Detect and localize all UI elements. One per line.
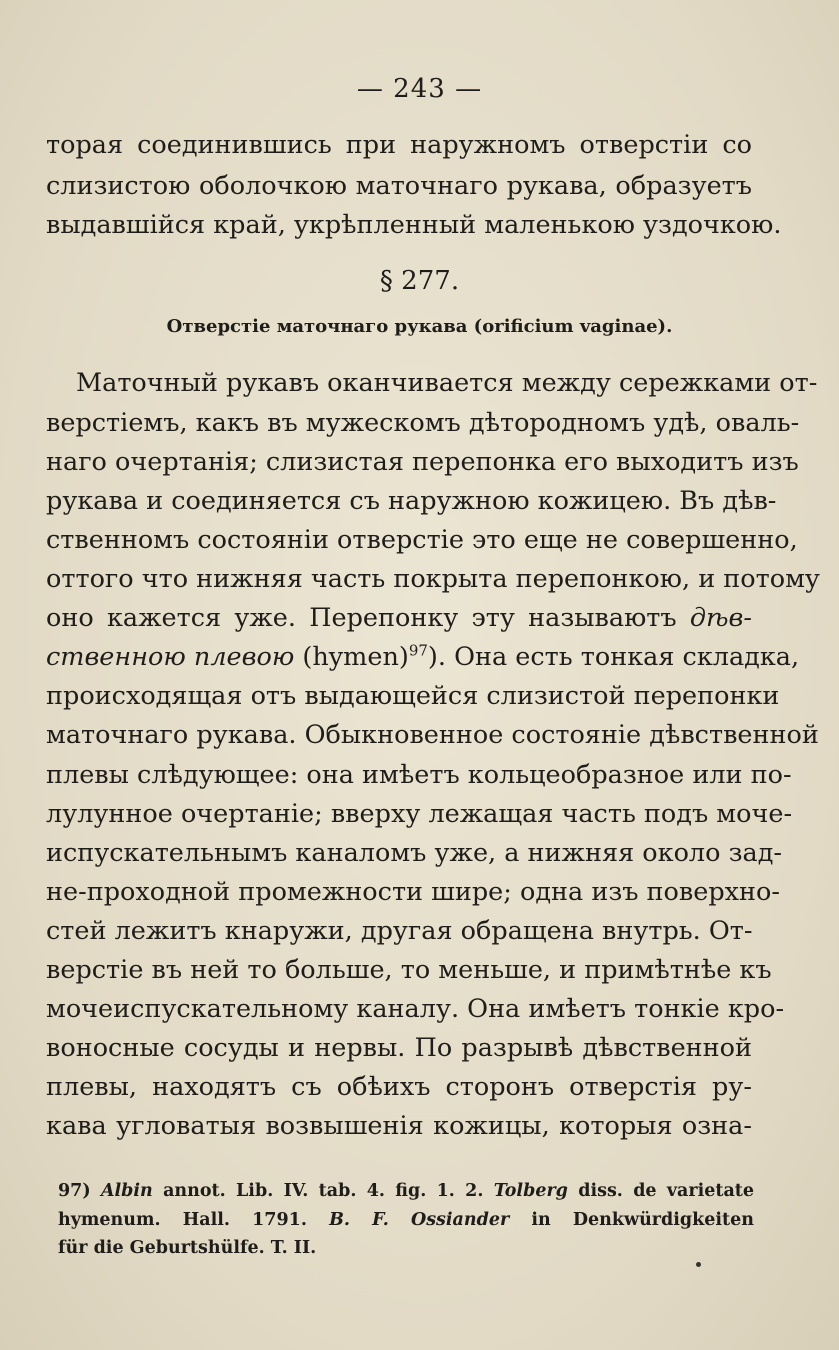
section-heading: § 277. [379, 266, 460, 296]
footnote-ref: 97 [408, 641, 428, 660]
text-line: выдавшійся край, укрѣпленный маленькою уздочкою. [46, 210, 782, 240]
footnote-number: 97) [58, 1181, 91, 1201]
text-line [46, 639, 800, 675]
text-line: плевы, находятъ съ обѣихъ сторонъ отверстія ру- [46, 1072, 752, 1102]
text-line: происходящая отъ выдающейся слизистой перепонки [46, 681, 780, 711]
text-line: маточнаго рукава. Обыкновенное состояніе дѣвственной [46, 720, 819, 750]
text-line: слизистою оболочкою маточнаго рукава, образуетъ [46, 171, 752, 201]
text-line: наго очертанія; слизистая перепонка его выходитъ изъ [46, 447, 799, 477]
page-number: — 243 — [356, 74, 483, 104]
author: B. F. Ossiander [329, 1210, 510, 1230]
italic-term: дѣв- [689, 603, 753, 633]
text-line: плевы слѣдующее: она имѣетъ кольцеобразное или по- [46, 760, 792, 790]
text-line: Маточный рукавъ оканчивается между сережками от- [76, 368, 818, 398]
text-run: in Denkwürdigkeiten [531, 1210, 754, 1230]
footnote-line [58, 1178, 754, 1205]
text-line: испускательнымъ каналомъ уже, а нижняя около зад- [46, 838, 783, 868]
text-line: оттого что нижняя часть покрыта перепонкою, и потому [46, 564, 820, 594]
text-line: верстіе въ ней то больше, то меньше, и примѣтнѣе къ [46, 955, 772, 985]
footnote-line [58, 1207, 754, 1234]
text-line: ственномъ состояніи отверстіе это еще не совершенно, [46, 525, 798, 555]
text-line: верстіемъ, какъ въ мужескомъ дѣтородномъ удѣ, оваль- [46, 408, 800, 438]
text-line: лулунное очертаніе; вверху лежащая часть подъ моче- [46, 799, 793, 829]
author: Albin [100, 1181, 153, 1201]
text-line: рукава и соединяется съ наружною кожицею. Въ дѣв- [46, 486, 777, 516]
text-line: мочеиспускательному каналу. Она имѣетъ тонкіе кро- [46, 994, 785, 1024]
italic-term: ственною плевою [46, 642, 295, 672]
footnote-line: für die Geburtshülfe. T. II. [58, 1238, 317, 1258]
text-line [46, 600, 752, 636]
section-subtitle: Отверстіе маточнаго рукава (orificium vaginae). [166, 316, 673, 337]
text-run: annot. Lib. IV. tab. 4. fig. 1. 2. [163, 1181, 484, 1201]
text-line: торая соединившись при наружномъ отверстіи со [46, 130, 752, 160]
text-line: стей лежитъ кнаружи, другая обращена внутрь. От- [46, 916, 753, 946]
ink-dot [696, 1262, 701, 1267]
author: Tolberg [493, 1181, 568, 1201]
text-line: кава угловатыя возвышенія кожицы, которыя озна- [46, 1111, 752, 1141]
text-run: оно кажется уже. Перепонку эту называютъ [46, 603, 677, 633]
text-line: не-проходной промежности шире; одна изъ поверхно- [46, 877, 781, 907]
latin-term: (hymen) [302, 642, 409, 672]
text-run: ). Она есть тонкая складка, [427, 642, 800, 672]
text-line: воносные сосуды и нервы. По разрывѣ дѣвственной [46, 1033, 752, 1063]
text-run: hymenum. Hall. 1791. [58, 1210, 307, 1230]
text-run: diss. de varietate [578, 1181, 755, 1201]
